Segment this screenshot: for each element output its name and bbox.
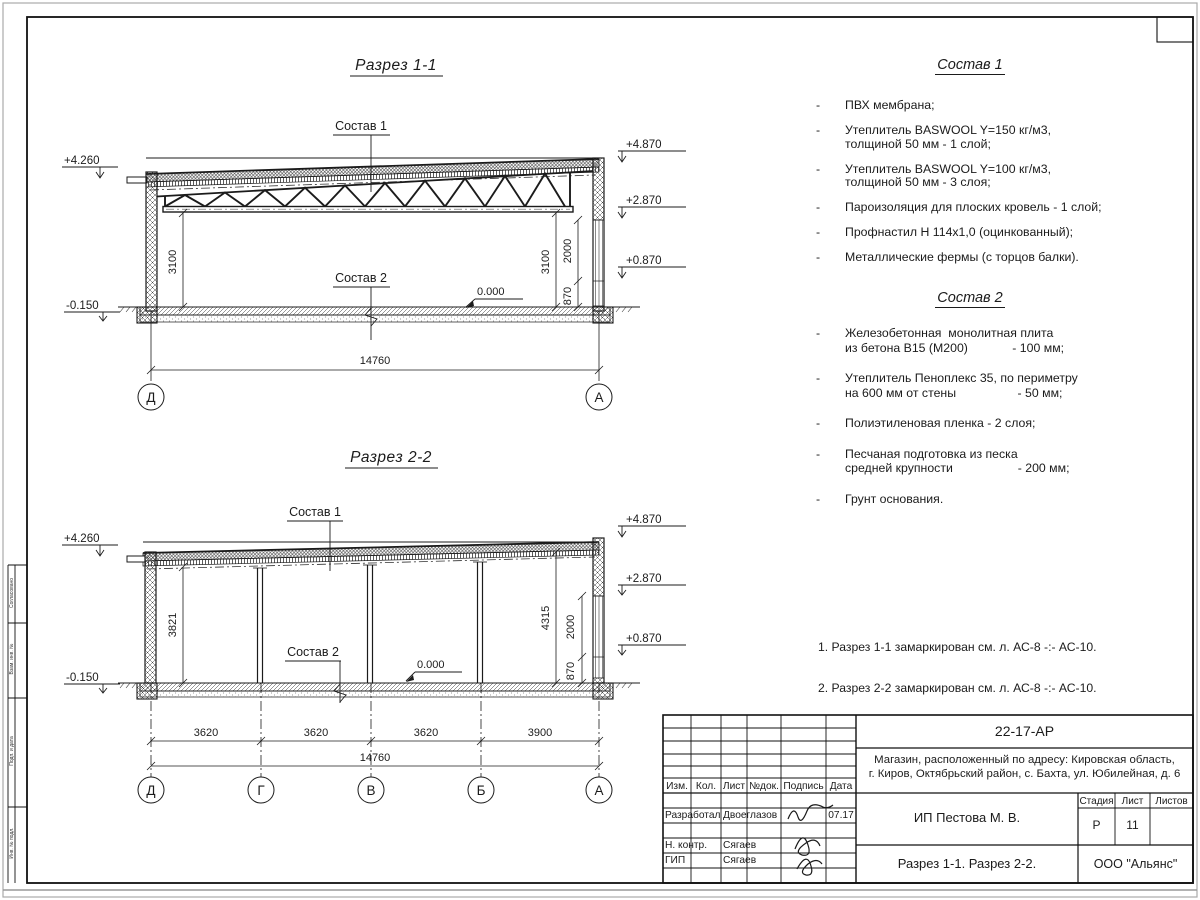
- section2-title: Разрез 2-2: [350, 449, 432, 466]
- dash: -: [816, 250, 821, 264]
- sheet-title: Разрез 1-1. Разрез 2-2.: [897, 856, 1037, 871]
- notes-block: [818, 613, 1097, 710]
- dash: -: [816, 446, 821, 461]
- project-address-2: г. Киров, Октябрьский район, с. Бахта, ул. Юбилейная, д. 6: [868, 768, 1181, 780]
- label-sheet: Лист: [1121, 796, 1144, 807]
- item-text: Утеплитель BASWOOL Y=100 кг/м3,: [845, 161, 1051, 176]
- item-text: Утеплитель Пеноплекс 35, по периметру: [845, 371, 1078, 385]
- section1-window: [593, 220, 604, 306]
- list-item: [770, 371, 1170, 400]
- list-item: [770, 226, 1170, 240]
- doc-code: 22-17-АР: [994, 723, 1055, 739]
- section-2-2: [62, 449, 686, 803]
- signature-nkontr-gip: [795, 838, 822, 875]
- axis2-B: Б: [476, 783, 486, 798]
- section2-floor: [118, 683, 640, 699]
- sostav2-items: [770, 326, 1170, 506]
- strip-inv-podl: Инв. № подл.: [9, 827, 15, 859]
- sostav1-heading: [770, 57, 1170, 73]
- list-item: [770, 201, 1170, 215]
- col-data: Дата: [829, 781, 853, 792]
- strip-soglasovano: Согласовано: [9, 577, 15, 609]
- col-kol: Кол.: [695, 781, 717, 792]
- strip-podp-data: Подп. и дата: [9, 736, 15, 766]
- axis2-D: Д: [146, 783, 156, 798]
- section1-floor-mark: [466, 286, 523, 308]
- list-item: [770, 124, 1170, 151]
- dim-span-3: 3620: [413, 727, 439, 739]
- section1-floor: [118, 307, 640, 323]
- dim-4315-right: 4315: [540, 605, 552, 631]
- label-stage: Стадия: [1079, 796, 1114, 807]
- dim-total-14760: 14760: [359, 355, 391, 367]
- dim2-870-right: 870: [565, 661, 577, 681]
- role-gip: ГИП: [665, 855, 686, 866]
- elev2-0870: +0.870: [626, 633, 662, 645]
- sostav2-heading: [770, 290, 1170, 306]
- elev-2870: +2.870: [626, 195, 662, 207]
- name-syagaev-1: Сягаев: [723, 840, 757, 851]
- date-0717: 07.17: [828, 810, 854, 821]
- dim2-2000-right: 2000: [565, 614, 577, 640]
- client-name: ИП Пестова М. В.: [913, 810, 1021, 825]
- section1-zero-level: 0.000: [477, 286, 505, 298]
- item-text-2: на 600 мм от стены - 50 мм;: [845, 385, 1063, 400]
- elev-4870: +4.870: [626, 139, 662, 151]
- value-sheet-no: 11: [1126, 818, 1139, 832]
- item-text: Пароизоляция для плоских кровель - 1 слой;: [845, 200, 1102, 214]
- dim2-total-14760: 14760: [359, 752, 391, 764]
- note-line-1: 1. Разрез 1-1 замаркирован см. л. АС-8 -:- АС-10.: [818, 639, 1097, 654]
- axis2-V: В: [366, 783, 376, 798]
- item-text-2: из бетона В15 (М200) - 100 мм;: [845, 340, 1065, 355]
- section2-sostav2-label: Состав 2: [287, 645, 339, 659]
- dash: -: [816, 123, 821, 137]
- item-text: Грунт основания.: [845, 491, 944, 506]
- role-razrabotal: Разработал: [665, 810, 721, 821]
- section1-axes: [138, 311, 612, 410]
- dash: -: [816, 161, 821, 176]
- elev-4260: +4.260: [64, 155, 100, 167]
- label-sheets: Листов: [1155, 796, 1188, 807]
- dim-span-1: 3620: [193, 727, 219, 739]
- role-nkontr: Н. контр.: [665, 840, 708, 851]
- section2-sostav1-label: Состав 1: [289, 505, 341, 519]
- item-text-2: средней крупности - 200 мм;: [845, 461, 1070, 475]
- item-text: Железобетонная монолитная плита: [845, 326, 1054, 340]
- dash: -: [816, 371, 821, 385]
- section2-window: [593, 596, 604, 678]
- dash: -: [816, 326, 821, 340]
- section2-columns: [253, 562, 487, 683]
- axis2-G: Г: [257, 783, 265, 798]
- dim-span-2: 3620: [303, 727, 329, 739]
- dash: -: [816, 491, 821, 506]
- dash: -: [816, 98, 821, 112]
- project-address-1: Магазин, расположенный по адресу: Кировская область,: [874, 754, 1175, 766]
- dim-3100-right: 3100: [540, 249, 552, 275]
- section2-dims: [167, 548, 586, 687]
- elev-0870: +0.870: [626, 255, 662, 267]
- section2-leaders: [285, 505, 346, 703]
- corner-stamp-box: [1157, 17, 1193, 42]
- section2-axes: [138, 683, 612, 803]
- list-item: [770, 492, 1170, 507]
- col-ndok: №док.: [749, 781, 779, 792]
- section2-zero-level: 0.000: [417, 659, 445, 671]
- section2-floor-mark: [406, 659, 462, 682]
- col-podpis: Подпись: [783, 781, 824, 792]
- axis2-A: А: [594, 783, 604, 798]
- dim-3821-left: 3821: [167, 612, 179, 638]
- dash: -: [816, 200, 821, 214]
- list-item: [770, 326, 1170, 355]
- item-text: Металлические фермы (с торцов балки).: [845, 250, 1079, 264]
- item-text: ПВХ мембрана;: [845, 98, 935, 112]
- dim-span-4: 3900: [527, 727, 553, 739]
- list-item: [770, 447, 1170, 476]
- elev2-4870: +4.870: [626, 514, 662, 526]
- elev2-4260: +4.260: [64, 533, 100, 545]
- elev-m0150: -0.150: [66, 300, 99, 312]
- col-izm: Изм.: [666, 781, 688, 792]
- section1-title: Разрез 1-1: [355, 57, 437, 74]
- value-stage: Р: [1092, 818, 1101, 832]
- sostav1-block: [770, 57, 1170, 276]
- sostav2-block: [770, 290, 1170, 522]
- item-text-2: толщиной 50 мм - 1 слой;: [845, 136, 991, 151]
- item-text: Утеплитель BASWOOL Y=150 кг/м3,: [845, 123, 1051, 137]
- list-item: [770, 416, 1170, 431]
- item-text: Песчаная подготовка из песка: [845, 446, 1018, 461]
- name-dvoeglazov: Двоеглазов: [723, 810, 778, 821]
- sostav1-title: Состав 1: [937, 57, 1003, 73]
- section1-sostav1-label: Состав 1: [335, 119, 387, 133]
- col-list: Лист: [722, 781, 746, 792]
- item-text: Профнастил Н 114х1,0 (оцинкованный);: [845, 225, 1074, 239]
- list-item: [770, 251, 1170, 265]
- sostav2-title: Состав 2: [937, 290, 1003, 306]
- company-name: ООО "Альянс": [1093, 857, 1178, 871]
- elev2-2870: +2.870: [626, 573, 662, 585]
- strip-vzam-inv: Взам. инв. №: [9, 643, 15, 675]
- note-line-2: 2. Разрез 2-2 замаркирован см. л. АС-8 -:- АС-10.: [818, 680, 1097, 695]
- dim-2000-right: 2000: [562, 238, 574, 264]
- list-item: [770, 163, 1170, 190]
- dash: -: [816, 416, 821, 430]
- section-1-1: [62, 57, 686, 410]
- elev2-m0150: -0.150: [66, 672, 99, 684]
- section1-dims: [167, 209, 582, 311]
- axis-A: А: [594, 390, 604, 405]
- item-text-2: толщиной 50 мм - 3 слоя;: [845, 175, 991, 189]
- item-text: Полиэтиленовая пленка - 2 слоя;: [845, 416, 1036, 430]
- dim-870-right: 870: [562, 286, 574, 306]
- section1-sostav2-label: Состав 2: [335, 271, 387, 285]
- sostav1-items: [770, 99, 1170, 265]
- name-syagaev-2: Сягаев: [723, 855, 757, 866]
- list-item: [770, 99, 1170, 113]
- axis-D: Д: [146, 390, 156, 405]
- dash: -: [816, 225, 821, 239]
- dim-3100-left: 3100: [167, 249, 179, 275]
